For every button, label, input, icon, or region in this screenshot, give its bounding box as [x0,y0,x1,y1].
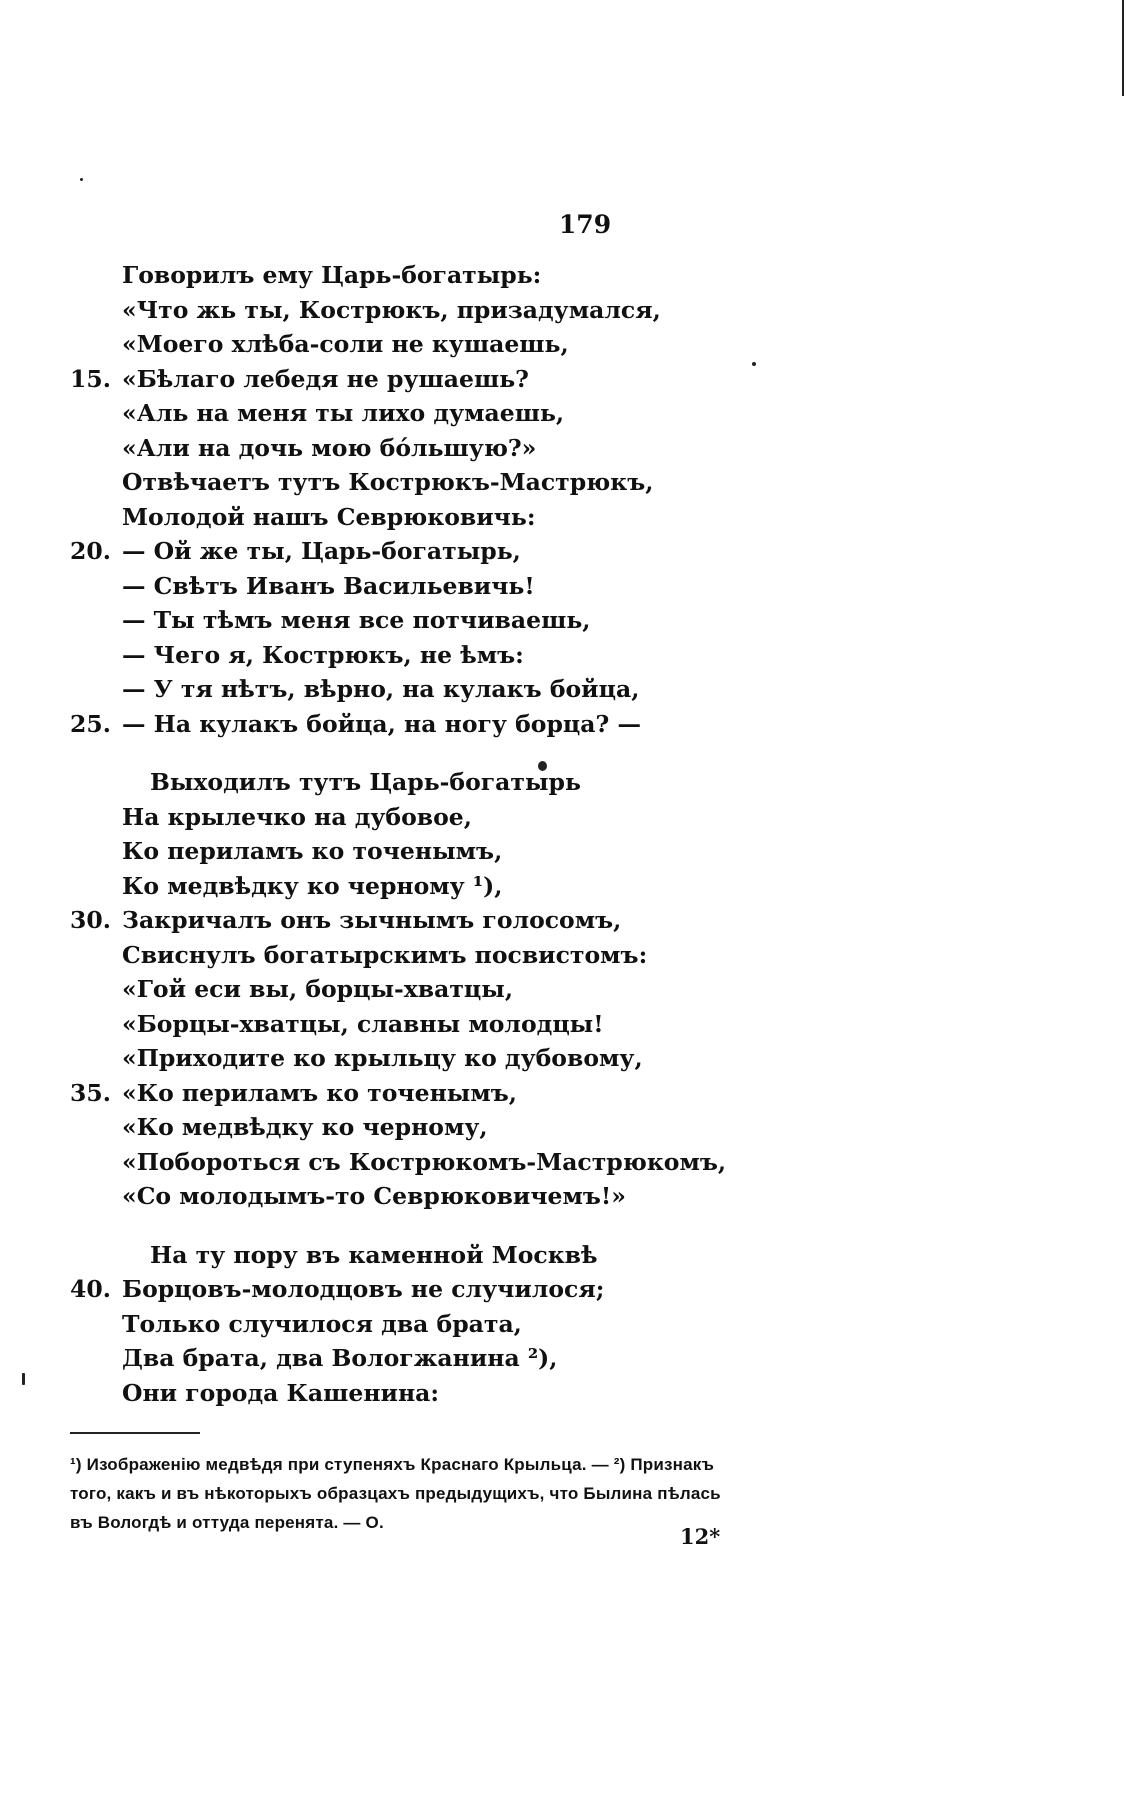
line-text: — Ты тѣмъ меня все потчиваешь, [122,606,591,634]
poem-line [70,1110,1070,1145]
poem-line [70,500,1070,535]
line-number: 25. [70,709,111,738]
line-text: Два брата, два Вологжанина ²), [122,1344,558,1372]
poem-line [70,672,1070,707]
poem-line [70,327,1070,362]
line-number: 20. [70,537,111,565]
line-number: 35. [70,1078,111,1107]
line-text: «Побороться съ Кострюкомъ-Мастрюкомъ, [122,1147,727,1176]
stanza [70,1238,1070,1411]
footnote-line: ¹) Изображенію медвѣдя при ступеняхъ Краснаго Крыльца. — ²) Признакъ [70,1455,715,1474]
poem-line [70,603,1070,638]
poem-line [70,765,1070,800]
scan-speck [22,1373,25,1385]
poem-line [70,1307,1070,1342]
poem-line [70,534,1070,569]
poem-line [70,638,1070,673]
line-text: «Моего хлѣба-соли не кушаешь, [122,330,569,358]
poem-line [70,465,1070,500]
line-text: «Ко периламъ ко точенымъ, [122,1078,517,1107]
line-number: 40. [70,1275,111,1303]
line-text: «Ко медвѣдку ко черному, [122,1113,488,1141]
scan-speck [80,178,83,181]
poem-line [70,707,1070,742]
line-text: Ко медвѣдку ко черному ¹), [122,871,503,900]
line-text: Только случилося два брата, [122,1309,522,1338]
line-text: Говорилъ ему Царь-богатырь: [122,261,542,289]
poem-line [70,1238,1070,1273]
stanza [70,765,1070,1214]
line-text: «Со молодымъ-то Севрюковичемъ!» [122,1182,626,1210]
poem-line [70,362,1070,397]
signature-mark: 12* [680,1524,721,1549]
line-text: Закричалъ онъ зычнымъ голосомъ, [122,906,622,934]
footnote-divider [70,1432,200,1434]
poem-line [70,1179,1070,1214]
poem-line [70,569,1070,604]
page-edge-line [1122,0,1124,96]
line-text: «Приходите ко крыльцу ко дубовому, [122,1044,643,1072]
poem-line [70,800,1070,835]
poem-line [70,396,1070,431]
poem-line [70,1341,1070,1376]
line-text: Свиснулъ богатырскимъ посвистомъ: [122,940,648,969]
line-text: — Ой же ты, Царь-богатырь, [122,537,521,565]
line-text: «Али на дочь мою бо́льшую?» [122,433,537,462]
poem-line [70,293,1070,328]
line-text: Ко периламъ ко точенымъ, [122,837,503,865]
poem-line [70,869,1070,904]
line-text: На крылечко на дубовое, [122,802,472,831]
poem-line [70,938,1070,973]
line-text: «Что жь ты, Кострюкъ, призадумался, [122,295,661,324]
line-number: 30. [70,906,111,934]
poem-line [70,431,1070,466]
poem-line [70,1272,1070,1307]
line-text: Борцовъ-молодцовъ не случилося; [122,1275,605,1303]
line-text: «Бѣлаго лебедя не рушаешь? [122,364,529,393]
line-text: На ту пору въ каменной Москвѣ [150,1240,598,1269]
line-text: — На кулакъ бойца, на ногу борца? — [122,709,641,738]
line-text: — У тя нѣтъ, вѣрно, на кулакъ бойца, [122,675,640,703]
line-text: Выходилъ тутъ Царь-богатырь [150,768,581,796]
poem-line [70,834,1070,869]
poem-line [70,258,1070,293]
poem-line [70,1376,1070,1411]
poem-text [70,258,1070,1434]
page-number: 179 [558,210,612,239]
poem-line [70,1145,1070,1180]
poem-line [70,903,1070,938]
line-text: «Борцы-хватцы, славны молодцы! [122,1009,604,1038]
line-number: 15. [70,364,111,393]
line-text: «Гой еси вы, борцы-хватцы, [122,975,513,1003]
line-text: — Чего я, Кострюкъ, не ѣмъ: [122,640,524,669]
footnote-line: въ Вологдѣ и оттуда перенята. — О. [70,1513,384,1532]
poem-line [70,1041,1070,1076]
poem-line [70,1007,1070,1042]
line-text: Они города Кашенина: [122,1378,440,1407]
line-text: Молодой нашъ Севрюковичь: [122,502,536,531]
footnote-line: того, какъ и въ нѣкоторыхъ образцахъ предыдущихъ, что Былина пѣлась [70,1484,721,1503]
stanza [70,258,1070,741]
line-text: «Аль на меня ты лихо думаешь, [122,399,565,427]
poem-line [70,972,1070,1007]
poem-line [70,1076,1070,1111]
line-text: Отвѣчаетъ тутъ Кострюкъ-Мастрюкъ, [122,468,654,496]
line-text: — Свѣтъ Иванъ Васильевичь! [122,571,535,600]
